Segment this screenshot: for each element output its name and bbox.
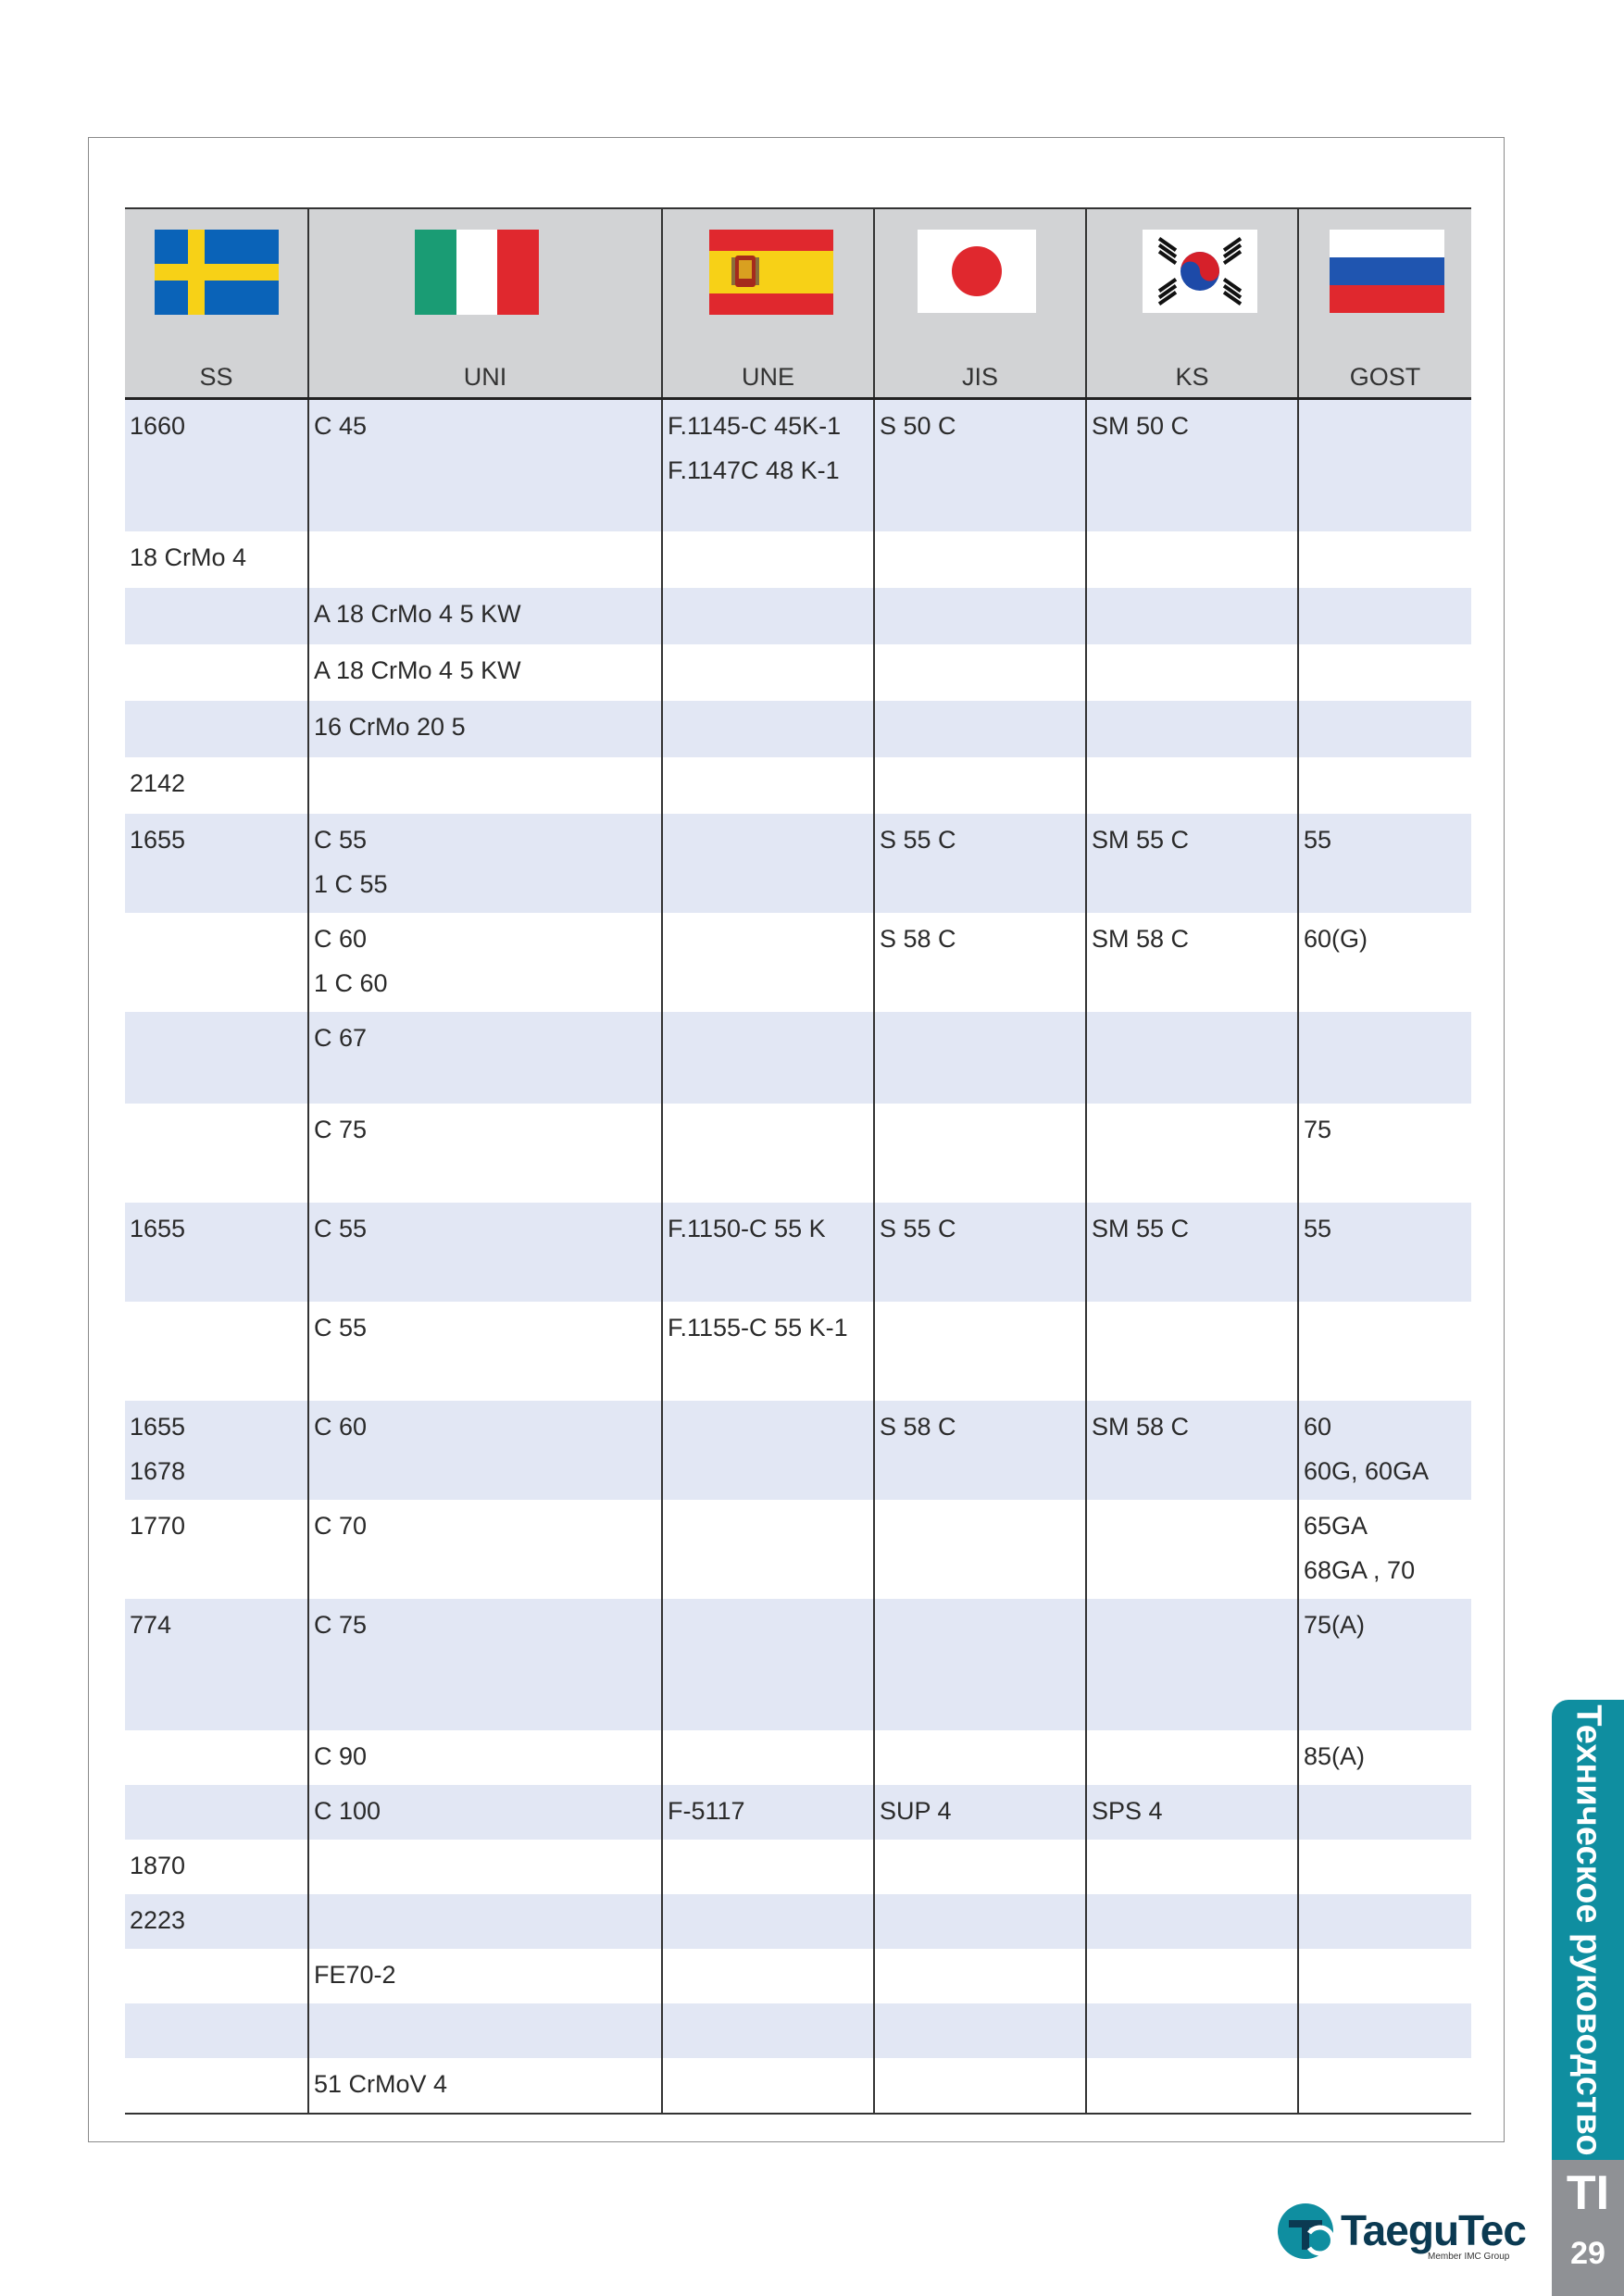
table-cell-ss bbox=[125, 1203, 309, 1302]
header-code-uni: UNI bbox=[463, 363, 507, 391]
cell-value: 1 C 55 bbox=[314, 870, 388, 898]
cell-value: 1655 bbox=[130, 1413, 186, 1441]
table-cell-ss bbox=[125, 1730, 309, 1785]
cell-value: 60(G) bbox=[1304, 925, 1368, 953]
table-cell-une bbox=[663, 531, 875, 588]
table-cell-gost bbox=[1299, 1012, 1471, 1104]
table-cell-uni bbox=[309, 1302, 663, 1401]
cell-value: F-5117 bbox=[668, 1797, 745, 1825]
table-cell-ks bbox=[1087, 1203, 1299, 1302]
table-cell-ss bbox=[125, 1302, 309, 1401]
table-cell-uni bbox=[309, 1599, 663, 1730]
table-row bbox=[125, 1500, 1471, 1599]
table-row bbox=[125, 1012, 1471, 1104]
table-cell-uni bbox=[309, 1104, 663, 1203]
cell-value: 1660 bbox=[130, 412, 186, 440]
table-row bbox=[125, 1599, 1471, 1730]
table-cell-ks bbox=[1087, 1401, 1299, 1500]
table-cell-gost bbox=[1299, 1785, 1471, 1840]
table-cell-une bbox=[663, 400, 875, 531]
table-cell-une bbox=[663, 1012, 875, 1104]
table-cell-ks bbox=[1087, 588, 1299, 644]
cell-value: SM 55 C bbox=[1092, 826, 1190, 854]
table-cell-gost bbox=[1299, 1599, 1471, 1730]
cell-value: 1 C 60 bbox=[314, 969, 388, 997]
table-cell-jis bbox=[875, 1302, 1087, 1401]
cell-value: C 70 bbox=[314, 1512, 368, 1540]
table-cell-ks bbox=[1087, 1500, 1299, 1599]
table-cell-jis bbox=[875, 588, 1087, 644]
cell-value: C 90 bbox=[314, 1742, 368, 1770]
cell-value: A 18 CrMo 4 5 KW bbox=[314, 656, 521, 684]
cell-value: 60G, 60GA bbox=[1304, 1457, 1430, 1485]
header-code-ss: SS bbox=[199, 363, 233, 391]
table-row bbox=[125, 531, 1471, 588]
cell-value: C 55 bbox=[314, 1314, 368, 1341]
table-cell-jis bbox=[875, 1840, 1087, 1894]
table-cell-une bbox=[663, 913, 875, 1012]
cell-value: 1655 bbox=[130, 826, 186, 854]
header-code-une: UNE bbox=[741, 363, 794, 391]
sweden-flag-icon bbox=[155, 230, 279, 315]
table-cell-ks bbox=[1087, 400, 1299, 531]
table-cell-ks bbox=[1087, 644, 1299, 701]
table-cell-gost bbox=[1299, 1949, 1471, 2003]
taegutec-logo bbox=[1276, 2202, 1526, 2263]
table-cell-gost bbox=[1299, 913, 1471, 1012]
table-cell-ks bbox=[1087, 1012, 1299, 1104]
table-cell-ss bbox=[125, 913, 309, 1012]
table-cell-gost bbox=[1299, 1302, 1471, 1401]
cell-value: C 45 bbox=[314, 412, 368, 440]
table-cell-une bbox=[663, 1203, 875, 1302]
table-cell-ks bbox=[1087, 1104, 1299, 1203]
cell-value: 75(A) bbox=[1304, 1611, 1366, 1639]
cell-value: S 58 C bbox=[880, 1413, 956, 1441]
table-cell-ss bbox=[125, 1949, 309, 2003]
table-cell-uni bbox=[309, 757, 663, 814]
table-cell-jis bbox=[875, 1203, 1087, 1302]
table-cell-jis bbox=[875, 1949, 1087, 2003]
cell-value: C 75 bbox=[314, 1116, 368, 1143]
table-cell-ss bbox=[125, 1104, 309, 1203]
table-row bbox=[125, 1203, 1471, 1302]
table-cell-gost bbox=[1299, 1401, 1471, 1500]
cell-value: 1655 bbox=[130, 1215, 186, 1242]
table-cell-jis bbox=[875, 531, 1087, 588]
table-cell-gost bbox=[1299, 2003, 1471, 2058]
steel-equivalents-table bbox=[125, 207, 1471, 2115]
table-cell-jis bbox=[875, 1401, 1087, 1500]
table-cell-jis bbox=[875, 701, 1087, 757]
cell-value: SM 55 C bbox=[1092, 1215, 1190, 1242]
cell-value: S 55 C bbox=[880, 1215, 956, 1242]
table-cell-gost bbox=[1299, 588, 1471, 644]
cell-value: FE70-2 bbox=[314, 1961, 396, 1989]
table-cell-gost bbox=[1299, 1500, 1471, 1599]
table-cell-ss bbox=[125, 531, 309, 588]
cell-value: SM 50 C bbox=[1092, 412, 1190, 440]
table-cell-uni bbox=[309, 2003, 663, 2058]
table-cell-ss bbox=[125, 814, 309, 913]
table-cell-ks bbox=[1087, 2003, 1299, 2058]
table-cell-ss bbox=[125, 644, 309, 701]
cell-value: C 100 bbox=[314, 1797, 381, 1825]
table-cell-une bbox=[663, 1599, 875, 1730]
korea-flag-icon bbox=[1143, 230, 1257, 313]
cell-value: 774 bbox=[130, 1611, 172, 1639]
table-cell-ks bbox=[1087, 1730, 1299, 1785]
table-cell-gost bbox=[1299, 2058, 1471, 2113]
cell-value: 65GA bbox=[1304, 1512, 1368, 1540]
cell-value: C 75 bbox=[314, 1611, 368, 1639]
spain-flag-icon bbox=[709, 230, 833, 315]
section-code: TI bbox=[1566, 2166, 1610, 2220]
table-cell-uni bbox=[309, 588, 663, 644]
table-cell-une bbox=[663, 1302, 875, 1401]
table-cell-jis bbox=[875, 644, 1087, 701]
table-cell-uni bbox=[309, 400, 663, 531]
table-row bbox=[125, 701, 1471, 757]
cell-value: 1870 bbox=[130, 1852, 186, 1879]
table-cell-gost bbox=[1299, 701, 1471, 757]
table-cell-jis bbox=[875, 1894, 1087, 1949]
table-cell-ss bbox=[125, 588, 309, 644]
cell-value: 55 bbox=[1304, 1215, 1332, 1242]
table-row bbox=[125, 1894, 1471, 1949]
cell-value: S 55 C bbox=[880, 826, 956, 854]
table-cell-une bbox=[663, 644, 875, 701]
table-cell-une bbox=[663, 814, 875, 913]
table-cell-jis bbox=[875, 1599, 1087, 1730]
cell-value: 1678 bbox=[130, 1457, 186, 1485]
table-cell-uni bbox=[309, 1949, 663, 2003]
table-cell-ks bbox=[1087, 1599, 1299, 1730]
table-cell-uni bbox=[309, 913, 663, 1012]
table-cell-uni bbox=[309, 1500, 663, 1599]
side-section-tab bbox=[1552, 1700, 1624, 2160]
table-cell-gost bbox=[1299, 1894, 1471, 1949]
table-cell-une bbox=[663, 1401, 875, 1500]
taegutec-logo-mark-icon bbox=[1276, 2202, 1335, 2261]
table-cell-uni bbox=[309, 644, 663, 701]
header-uni bbox=[309, 209, 663, 397]
page-number: 29 bbox=[1570, 2236, 1605, 2271]
table-cell-gost bbox=[1299, 814, 1471, 913]
italy-flag-icon bbox=[415, 230, 539, 315]
table-cell-ss bbox=[125, 1401, 309, 1500]
table-cell-jis bbox=[875, 1012, 1087, 1104]
table-cell-uni bbox=[309, 1401, 663, 1500]
cell-value: S 58 C bbox=[880, 925, 956, 953]
table-cell-ss bbox=[125, 1500, 309, 1599]
cell-value: F.1145-C 45K-1 bbox=[668, 412, 842, 440]
cell-value: S 50 C bbox=[880, 412, 956, 440]
table-row bbox=[125, 814, 1471, 913]
table-cell-ks bbox=[1087, 1785, 1299, 1840]
table-cell-uni bbox=[309, 1730, 663, 1785]
cell-value: 55 bbox=[1304, 826, 1332, 854]
table-row bbox=[125, 1302, 1471, 1401]
table-row bbox=[125, 400, 1471, 531]
side-tab-label: Техническое руководство bbox=[1568, 1703, 1608, 2156]
cell-value: C 60 bbox=[314, 1413, 368, 1441]
table-row bbox=[125, 2058, 1471, 2113]
table-row bbox=[125, 588, 1471, 644]
cell-value: 75 bbox=[1304, 1116, 1332, 1143]
table-header bbox=[125, 207, 1471, 400]
header-gost bbox=[1299, 209, 1471, 397]
table-cell-gost bbox=[1299, 531, 1471, 588]
header-jis bbox=[875, 209, 1087, 397]
table-cell-uni bbox=[309, 1840, 663, 1894]
table-cell-gost bbox=[1299, 1104, 1471, 1203]
table-cell-jis bbox=[875, 1500, 1087, 1599]
table-body bbox=[125, 400, 1471, 2115]
table-cell-ks bbox=[1087, 1894, 1299, 1949]
table-row bbox=[125, 644, 1471, 701]
table-cell-ss bbox=[125, 1599, 309, 1730]
table-cell-ss bbox=[125, 400, 309, 531]
cell-value: 51 CrMoV 4 bbox=[314, 2070, 448, 2098]
cell-value: F.1150-C 55 K bbox=[668, 1215, 826, 1242]
header-ks bbox=[1087, 209, 1299, 397]
table-cell-uni bbox=[309, 701, 663, 757]
cell-value: SPS 4 bbox=[1092, 1797, 1163, 1825]
table-cell-une bbox=[663, 1894, 875, 1949]
cell-value: 85(A) bbox=[1304, 1742, 1366, 1770]
cell-value: SM 58 C bbox=[1092, 1413, 1190, 1441]
table-row bbox=[125, 2003, 1471, 2058]
table-cell-ks bbox=[1087, 531, 1299, 588]
table-cell-une bbox=[663, 757, 875, 814]
table-cell-uni bbox=[309, 1785, 663, 1840]
table-cell-jis bbox=[875, 757, 1087, 814]
table-cell-ss bbox=[125, 1894, 309, 1949]
cell-value: C 55 bbox=[314, 826, 368, 854]
table-cell-ks bbox=[1087, 814, 1299, 913]
table-cell-une bbox=[663, 2003, 875, 2058]
table-cell-gost bbox=[1299, 644, 1471, 701]
table-cell-jis bbox=[875, 1785, 1087, 1840]
table-cell-ks bbox=[1087, 701, 1299, 757]
logo-wordmark: TaeguTec bbox=[1341, 2206, 1526, 2254]
cell-value: C 67 bbox=[314, 1024, 368, 1052]
table-row bbox=[125, 1949, 1471, 2003]
logo-tagline: Member IMC Group bbox=[1428, 2252, 1510, 2262]
table-cell-une bbox=[663, 1104, 875, 1203]
cell-value: 1770 bbox=[130, 1512, 186, 1540]
cell-value: C 55 bbox=[314, 1215, 368, 1242]
table-cell-uni bbox=[309, 531, 663, 588]
table-cell-gost bbox=[1299, 1840, 1471, 1894]
table-row bbox=[125, 913, 1471, 1012]
table-cell-ks bbox=[1087, 757, 1299, 814]
table-row bbox=[125, 757, 1471, 814]
table-cell-uni bbox=[309, 1894, 663, 1949]
table-cell-une bbox=[663, 2058, 875, 2113]
table-cell-ss bbox=[125, 1785, 309, 1840]
table-cell-jis bbox=[875, 1104, 1087, 1203]
table-cell-ks bbox=[1087, 913, 1299, 1012]
cell-value: SM 58 C bbox=[1092, 925, 1190, 953]
table-cell-jis bbox=[875, 1730, 1087, 1785]
table-row bbox=[125, 1840, 1471, 1894]
cell-value: F.1155-C 55 K-1 bbox=[668, 1314, 848, 1341]
table-cell-jis bbox=[875, 814, 1087, 913]
table-cell-jis bbox=[875, 2003, 1087, 2058]
table-cell-une bbox=[663, 588, 875, 644]
table-cell-une bbox=[663, 1785, 875, 1840]
table-cell-jis bbox=[875, 400, 1087, 531]
table-cell-une bbox=[663, 701, 875, 757]
header-une bbox=[663, 209, 875, 397]
table-cell-ss bbox=[125, 1012, 309, 1104]
cell-value: 16 CrMo 20 5 bbox=[314, 713, 466, 741]
cell-value: 18 CrMo 4 bbox=[130, 543, 247, 571]
table-cell-jis bbox=[875, 913, 1087, 1012]
cell-value: F.1147C 48 K-1 bbox=[668, 456, 840, 484]
page-number-tab bbox=[1552, 2160, 1624, 2296]
table-row bbox=[125, 1104, 1471, 1203]
cell-value: SUP 4 bbox=[880, 1797, 952, 1825]
cell-value: A 18 CrMo 4 5 KW bbox=[314, 600, 521, 628]
table-cell-uni bbox=[309, 1203, 663, 1302]
header-ss bbox=[125, 209, 309, 397]
table-cell-uni bbox=[309, 2058, 663, 2113]
header-code-ks: KS bbox=[1175, 363, 1209, 391]
header-code-jis: JIS bbox=[961, 363, 998, 391]
table-cell-gost bbox=[1299, 757, 1471, 814]
header-code-gost: GOST bbox=[1349, 363, 1421, 391]
cell-value: 68GA , 70 bbox=[1304, 1556, 1416, 1584]
table-cell-ks bbox=[1087, 1949, 1299, 2003]
table-cell-ss bbox=[125, 2003, 309, 2058]
table-cell-une bbox=[663, 1500, 875, 1599]
table-cell-une bbox=[663, 1840, 875, 1894]
table-cell-ss bbox=[125, 757, 309, 814]
table-row bbox=[125, 1401, 1471, 1500]
table-cell-jis bbox=[875, 2058, 1087, 2113]
table-cell-gost bbox=[1299, 1730, 1471, 1785]
table-cell-une bbox=[663, 1949, 875, 2003]
table-row bbox=[125, 1785, 1471, 1840]
table-cell-ks bbox=[1087, 1302, 1299, 1401]
table-cell-ks bbox=[1087, 2058, 1299, 2113]
table-row bbox=[125, 1730, 1471, 1785]
table-cell-gost bbox=[1299, 1203, 1471, 1302]
russia-flag-icon bbox=[1330, 230, 1444, 313]
table-cell-une bbox=[663, 1730, 875, 1785]
cell-value: 2223 bbox=[130, 1906, 186, 1934]
cell-value: C 60 bbox=[314, 925, 368, 953]
table-cell-ss bbox=[125, 1840, 309, 1894]
japan-flag-icon bbox=[918, 230, 1036, 313]
table-cell-uni bbox=[309, 1012, 663, 1104]
table-cell-ss bbox=[125, 2058, 309, 2113]
table-cell-uni bbox=[309, 814, 663, 913]
cell-value: 2142 bbox=[130, 769, 186, 797]
table-cell-ks bbox=[1087, 1840, 1299, 1894]
cell-value: 60 bbox=[1304, 1413, 1332, 1441]
table-cell-ss bbox=[125, 701, 309, 757]
table-cell-gost bbox=[1299, 400, 1471, 531]
